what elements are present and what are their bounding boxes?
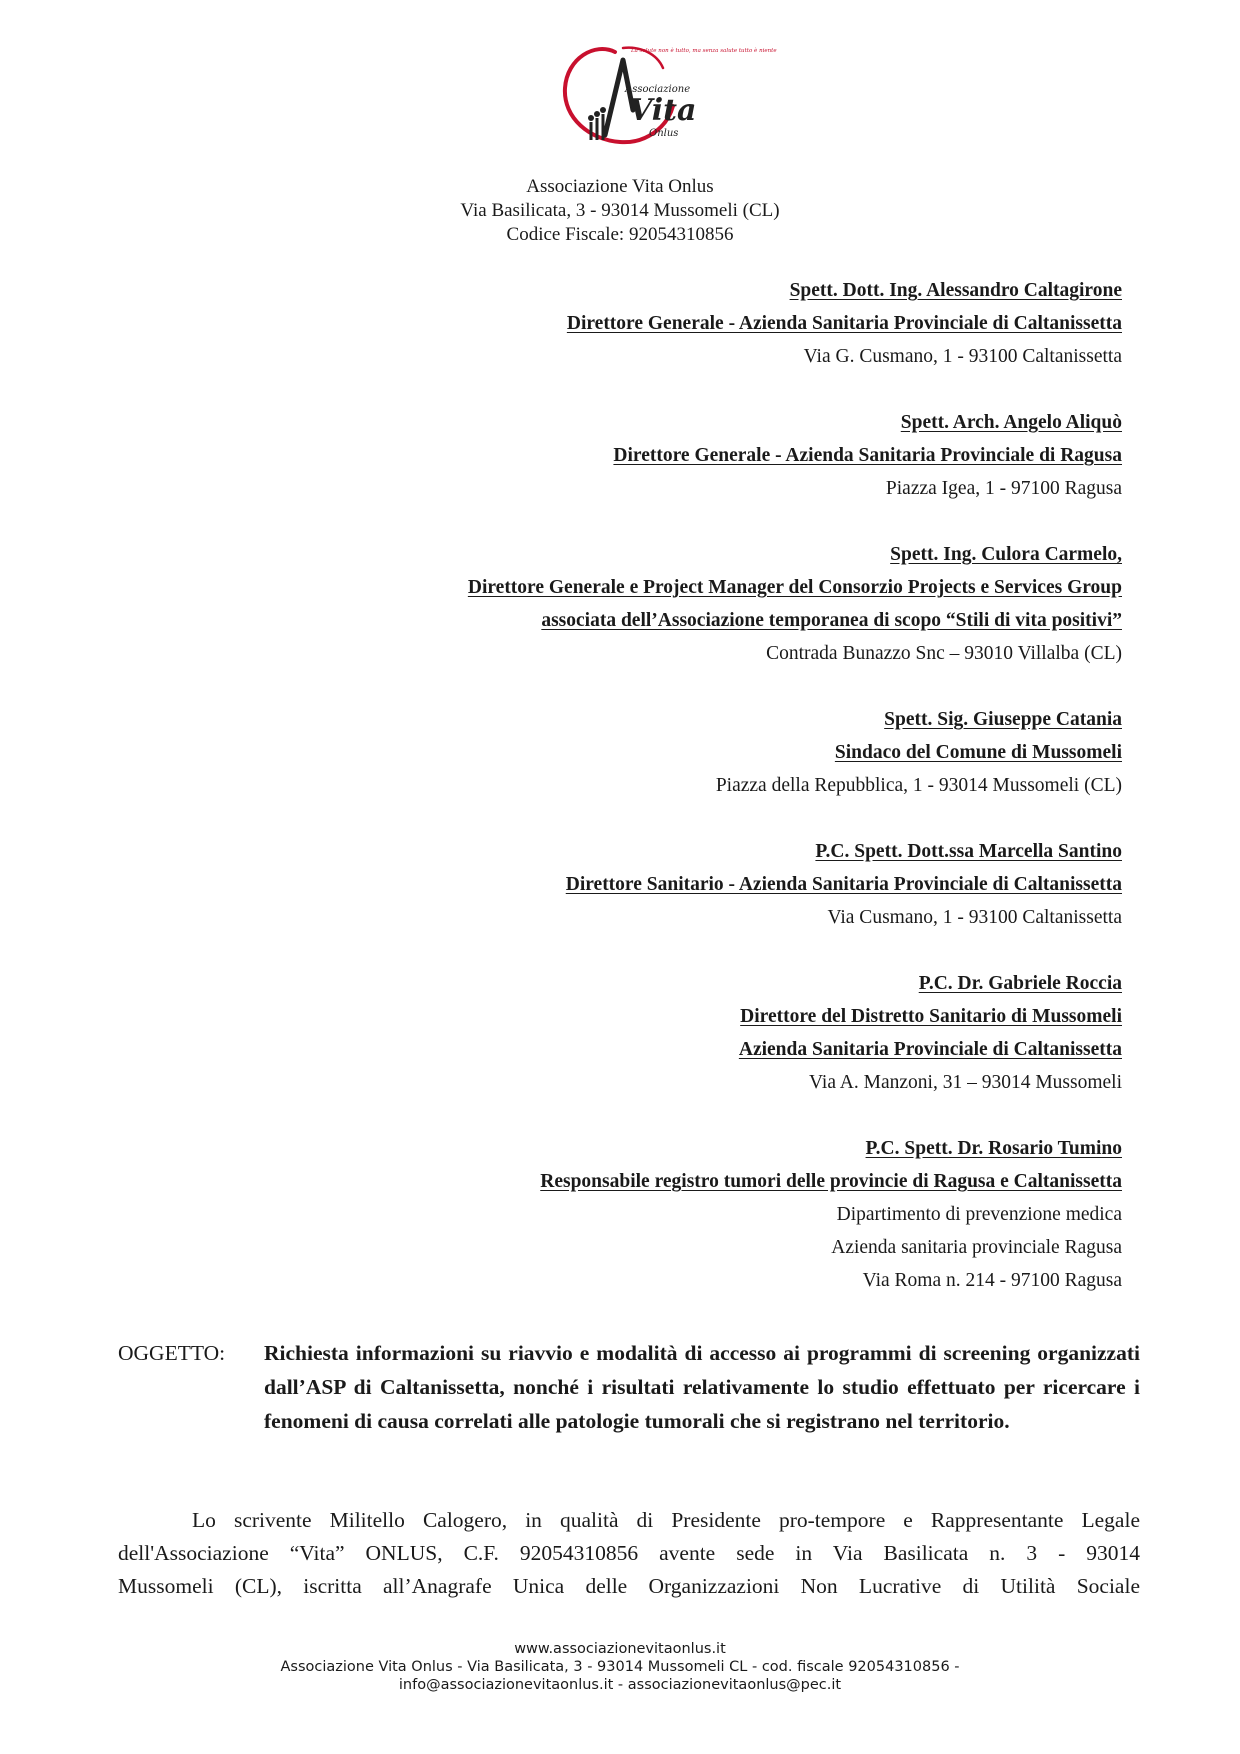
sender-fiscal-code: Codice Fiscale: 92054310856 — [506, 224, 734, 245]
footer-address: Associazione Vita Onlus - Via Basilicata, 3 - 93014 Mussomeli CL - cod. fiscale 92054310856 - — [280, 1659, 960, 1675]
recipient-heading-line: Direttore Generale - Azienda Sanitaria Provinciale di Ragusa — [613, 445, 1122, 466]
recipient-heading-line: Spett. Arch. Angelo Aliquò — [900, 412, 1122, 433]
recipient-block — [122, 835, 1122, 934]
recipient-heading-line: Direttore Generale e Project Manager del Consorzio Projects e Services Group — [467, 577, 1122, 598]
subject-block — [118, 1336, 1140, 1438]
sender-name: Associazione Vita Onlus — [526, 176, 714, 197]
recipient-address-line: Azienda sanitaria provinciale Ragusa — [831, 1237, 1122, 1258]
recipient-heading-line: Spett. Ing. Culora Carmelo, — [890, 544, 1122, 565]
recipient-heading-line: Spett. Sig. Giuseppe Catania — [884, 709, 1122, 730]
logo-script-text: La salute non è tutto, ma senza salute tutto è niente — [631, 48, 777, 54]
recipient-heading-line: P.C. Spett. Dr. Rosario Tumino — [865, 1138, 1122, 1159]
recipient-heading-line: Direttore del Distretto Sanitario di Mussomeli — [740, 1006, 1122, 1027]
recipient-address-line: Via A. Manzoni, 31 – 93014 Mussomeli — [809, 1072, 1122, 1093]
associazione-vita-logo — [545, 40, 777, 150]
logo-top-word: Associazione — [625, 84, 691, 95]
recipient-heading-line: P.C. Spett. Dott.ssa Marcella Santino — [815, 841, 1122, 862]
subject-label: OGGETTO: — [118, 1341, 226, 1365]
recipient-heading-line: Responsabile registro tumori delle provincie di Ragusa e Caltanissetta — [540, 1171, 1122, 1192]
recipients-block — [122, 274, 1122, 1330]
recipient-address-line: Piazza della Repubblica, 1 - 93014 Mussomeli (CL) — [715, 775, 1122, 796]
recipient-block — [122, 1132, 1122, 1297]
logo-main-word: Vita — [629, 93, 697, 128]
sender-block — [0, 175, 1240, 247]
page-footer — [0, 1640, 1240, 1694]
recipient-address-line: Via Roma n. 214 - 97100 Ragusa — [862, 1270, 1122, 1291]
subject-text: Richiesta informazioni su riavvio e modalità di accesso ai programmi di screening organizzati dall’ASP di Caltanissetta, nonché i risultati relativamente lo studio effettuato per ricercare i fenomeni di causa correlati alle patologie tumorali che si registrano nel territorio. — [264, 1341, 1140, 1433]
recipient-block — [122, 406, 1122, 505]
recipient-address-line: Via Cusmano, 1 - 93100 Caltanissetta — [827, 907, 1122, 928]
recipient-heading-line: Direttore Generale - Azienda Sanitaria Provinciale di Caltanissetta — [566, 313, 1122, 334]
body-line: Mussomeli (CL), iscritta all’Anagrafe Unica delle Organizzazioni Non Lucrative di Utilità Sociale — [118, 1574, 1140, 1598]
body-line: dell'Associazione “Vita” ONLUS, C.F. 92054310856 avente sede in Via Basilicata n. 3 - 93014 — [118, 1541, 1140, 1565]
recipient-heading-line: associata dell’Associazione temporanea di scopo “Stili di vita positivi” — [541, 610, 1122, 631]
recipient-address-line: Dipartimento di prevenzione medica — [836, 1204, 1122, 1225]
recipient-address-line: Piazza Igea, 1 - 97100 Ragusa — [885, 478, 1122, 499]
recipient-heading-line: Sindaco del Comune di Mussomeli — [834, 742, 1122, 763]
footer-emails: info@associazionevitaonlus.it - associazionevitaonlus@pec.it — [398, 1677, 842, 1693]
recipient-block — [122, 967, 1122, 1099]
logo-graphic — [545, 40, 777, 150]
logo-sub-word: Onlus — [649, 128, 679, 139]
recipient-address-line: Contrada Bunazzo Snc – 93010 Villalba (CL) — [766, 643, 1122, 664]
recipient-heading-line: P.C. Dr. Gabriele Roccia — [918, 973, 1122, 994]
body-line: Lo scrivente Militello Calogero, in qualità di Presidente pro-tempore e Rappresentante Legale — [192, 1508, 1140, 1532]
recipient-block — [122, 538, 1122, 670]
sender-address: Via Basilicata, 3 - 93014 Mussomeli (CL) — [460, 200, 780, 221]
recipient-heading-line: Azienda Sanitaria Provinciale di Caltanissetta — [738, 1039, 1122, 1060]
recipient-block — [122, 274, 1122, 373]
footer-website: www.associazionevitaonlus.it — [514, 1641, 726, 1657]
recipient-heading-line: Direttore Sanitario - Azienda Sanitaria Provinciale di Caltanissetta — [565, 874, 1122, 895]
letter-body — [118, 1504, 1140, 1603]
recipient-heading-line: Spett. Dott. Ing. Alessandro Caltagirone — [789, 280, 1122, 301]
recipient-address-line: Via G. Cusmano, 1 - 93100 Caltanissetta — [803, 346, 1122, 367]
recipient-block — [122, 703, 1122, 802]
